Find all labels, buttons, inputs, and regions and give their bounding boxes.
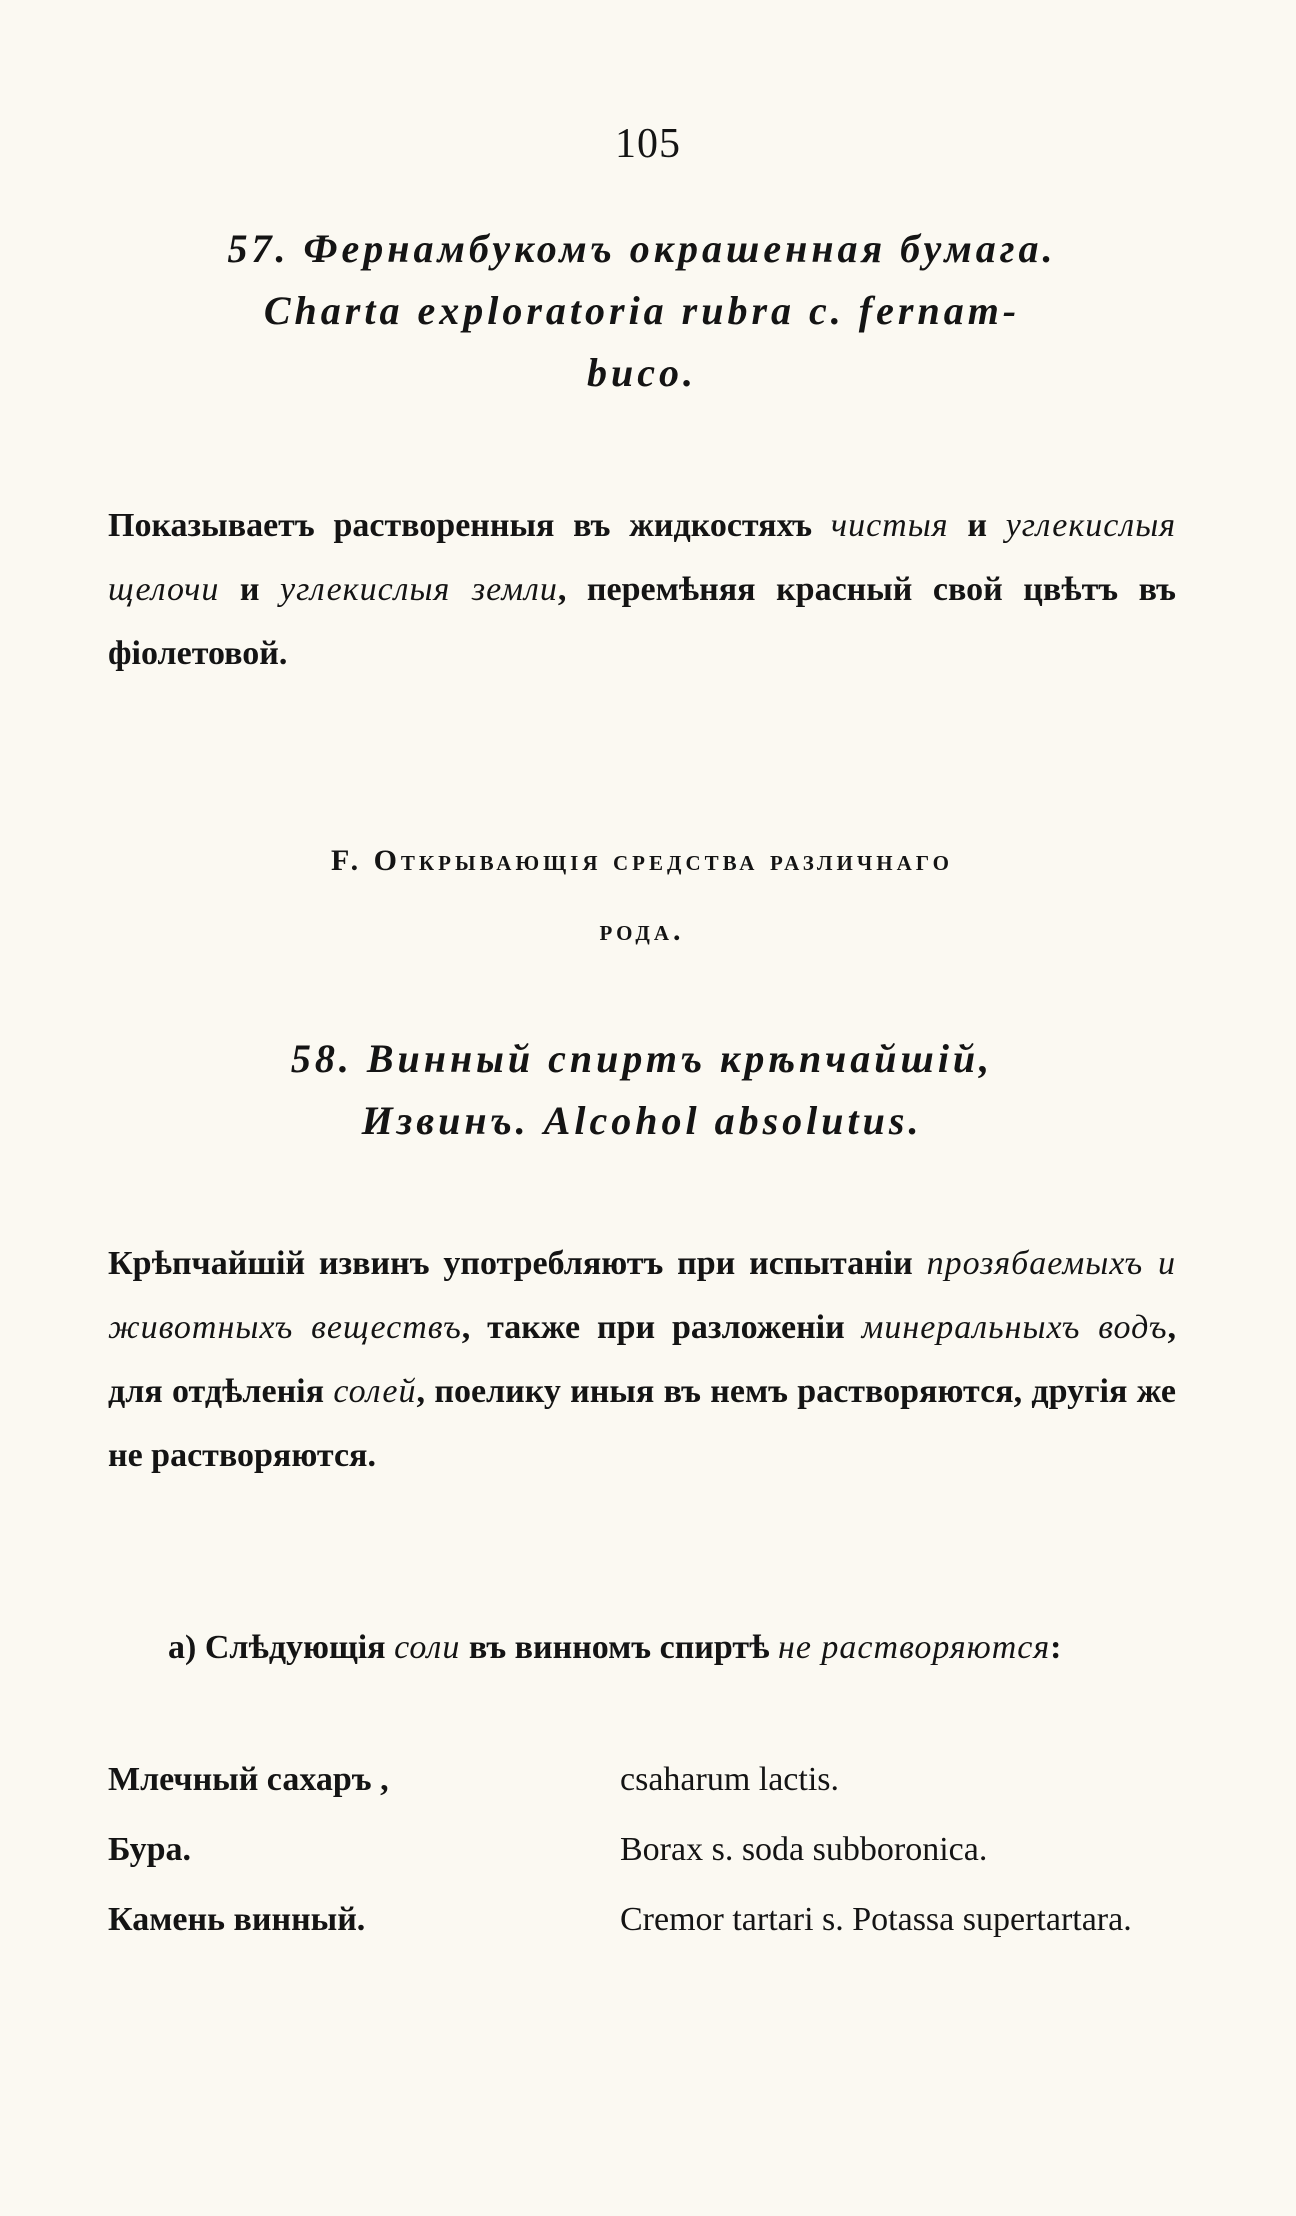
- entry-58-line-2: Извинъ. Alcohol absolutus.: [361, 1098, 923, 1143]
- para3-text-3: :: [1050, 1629, 1062, 1666]
- para3-text-2: въ винномъ спиртѣ: [468, 1629, 770, 1666]
- para2-text-1: Крѣпчайшій извинъ употребляютъ при испытаніи: [108, 1245, 913, 1282]
- para2-text-2: , также при разложеніи: [461, 1309, 845, 1346]
- salt-la-2: Borax s. soda subboronica.: [620, 1831, 988, 1868]
- para2-text-4: , поелику иныя въ немъ растворяются, другія же не растворяются.: [108, 1373, 1176, 1474]
- section-f-line-1: F. Открывающія средства различнаго: [331, 844, 953, 877]
- paragraph-insoluble-salts: [108, 1616, 1176, 1680]
- para2-text-3: , для отдѣленія: [108, 1309, 1177, 1410]
- para1-italic-3: углекислыя земли: [280, 571, 558, 608]
- salt-ru-1: Млечный сахаръ ,: [108, 1761, 389, 1798]
- para2-italic-3: солей: [333, 1373, 417, 1410]
- entry-57-line-2: Charta exploratoria rubra c. fernam-: [263, 288, 1021, 333]
- entry-58-heading: [108, 1028, 1176, 1152]
- para3-italic-2: не растворяются: [777, 1629, 1051, 1666]
- para3-text-1: a) Слѣдующія: [168, 1629, 386, 1666]
- para2-italic-2: минеральныхъ водъ: [861, 1309, 1168, 1346]
- para1-italic-1: чистыя: [830, 507, 949, 544]
- salt-ru-3: Камень винный.: [108, 1901, 366, 1938]
- para1-text-3: и: [239, 571, 260, 608]
- paragraph-57-description: [108, 494, 1176, 686]
- paragraph-58-description: [108, 1232, 1176, 1488]
- para1-italic-2: углекислыя щелочи: [108, 507, 1177, 608]
- section-f-heading: [108, 826, 1176, 966]
- entry-57-heading: [108, 218, 1176, 404]
- para1-text-4: , перемѣняя красный свой цвѣтъ въ фіолетовой.: [108, 571, 1176, 672]
- para2-italic-1: прозябаемыхъ и животныхъ веществъ: [108, 1245, 1177, 1346]
- salt-ru-2: Бура.: [108, 1831, 192, 1868]
- salt-la-3: Cremor tartari s. Potassa supertartara.: [620, 1901, 1132, 1938]
- page-number: 105: [615, 121, 681, 167]
- para3-italic-1: соли: [394, 1629, 461, 1666]
- salt-la-1: csaharum lactis.: [620, 1761, 840, 1798]
- entry-57-line-1: 57. Фернамбукомъ окрашенная бумага.: [227, 226, 1057, 271]
- section-f-line-2: рода.: [599, 914, 685, 947]
- para1-text-2: и: [967, 507, 987, 544]
- para1-text-1: Показываетъ растворенныя въ жидкостяхъ: [108, 507, 813, 544]
- entry-58-line-1: 58. Винный спиртъ крѣпчайшій,: [290, 1036, 994, 1081]
- entry-57-line-3: buco.: [587, 350, 697, 395]
